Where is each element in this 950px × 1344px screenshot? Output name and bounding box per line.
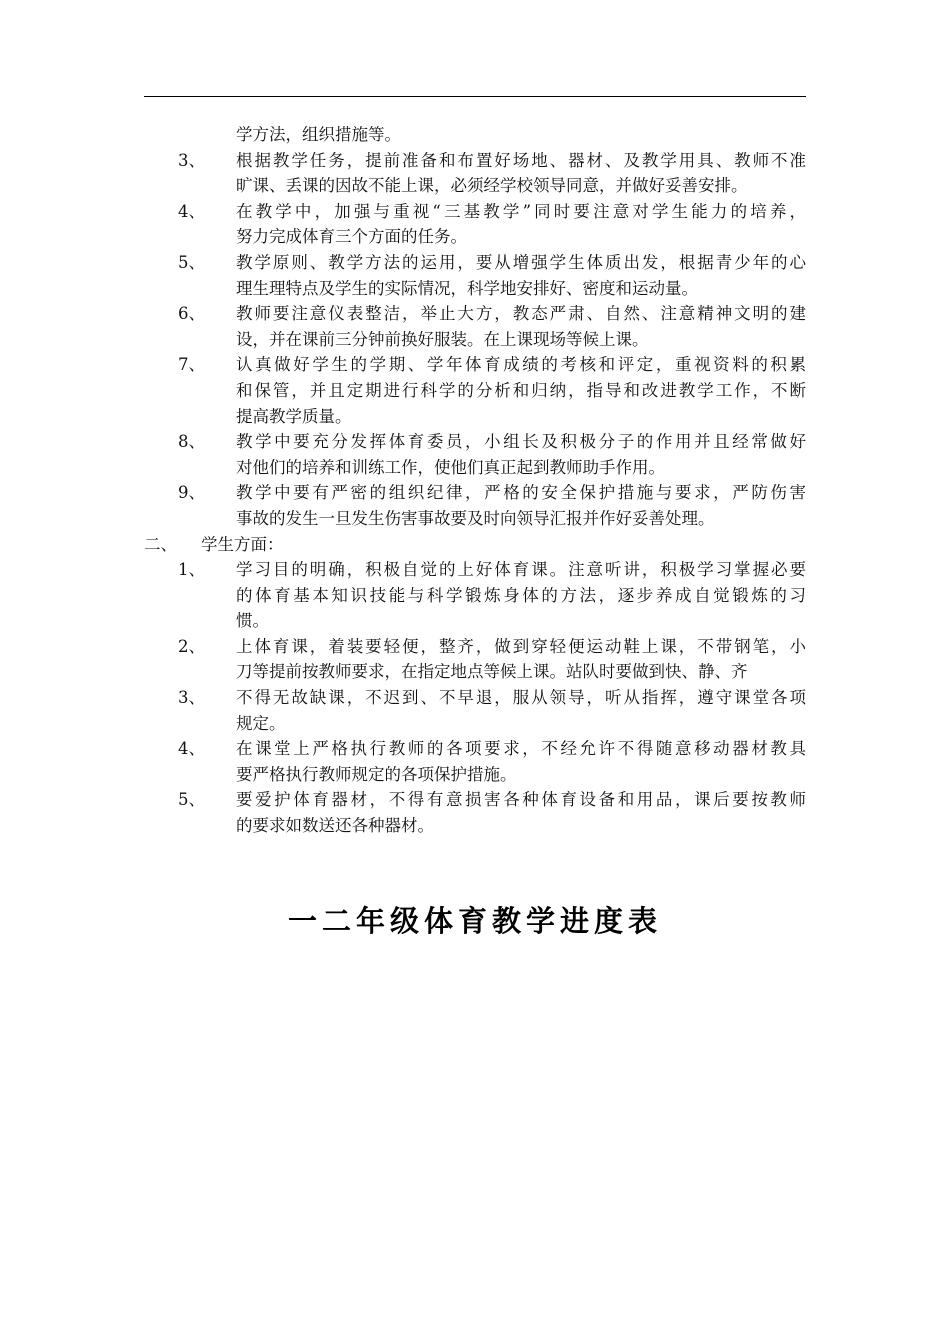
item-number: 3、 [178,150,205,170]
item-text-line: 和保管，并且定期进行科学的分析和归纳，指导和改进教学工作，不断 [236,380,806,400]
list-item [0,148,950,199]
list-item [0,301,950,352]
item-text-line: 理生理特点及学生的实际情况，科学地安排好、密度和运动量。 [236,278,698,298]
item-text-line: 设，并在课前三分钟前换好服装。在上课现场等候上课。 [236,329,649,349]
section-number: 二、 [144,534,177,554]
item-text-line: 旷课、丢课的因故不能上课，必须经学校领导同意，并做好妥善安排。 [236,176,748,196]
item-text-line: 对他们的培养和训练工作，使他们真正起到教师助手作用。 [236,457,665,477]
item-text-line: 事故的发生一旦发生伤害事故要及时向领导汇报并作好妥善处理。 [236,508,715,528]
list-item [0,199,950,250]
item-text-line: 要严格执行教师规定的各项保护措施。 [236,764,517,784]
item-number: 4、 [178,201,205,221]
section-heading-students [0,532,950,558]
item-number: 2、 [178,636,205,656]
item-number: 1、 [178,560,205,580]
item-number: 4、 [178,739,205,759]
item-text-line: 学习目的明确，积极自觉的上好体育课。注意听讲，积极学习掌握必要 [236,560,806,580]
item-text-line: 教学中要充分发挥体育委员，小组长及积极分子的作用并且经常做好 [236,432,806,452]
item-number: 6、 [178,304,205,324]
item-text-line: 在教学中，加强与重视“三基教学”同时要注意对学生能力的培养， [236,201,806,221]
list-item [0,352,950,429]
section-title: 学生方面： [201,534,284,554]
item-text-line: 提高教学质量。 [236,406,352,426]
item-text-line: 的要求如数送还各种器材。 [236,816,434,836]
header-rule [144,96,806,97]
item-text-line: 不得无故缺课，不迟到、不早退，服从领导，听从指挥，遵守课堂各项 [236,688,806,708]
list-item [0,736,950,787]
item-text-line: 教学中要有严密的组织纪律，严格的安全保护措施与要求，严防伤害 [236,483,806,503]
list-item [0,787,950,838]
item-number: 7、 [178,355,205,375]
list-item [0,250,950,301]
document-body [0,122,950,839]
item-text-line: 上体育课，着装要轻便，整齐，做到穿轻便运动鞋上课，不带钢笔，小 [236,636,806,656]
item-number: 9、 [178,483,205,503]
list-item [0,429,950,480]
item-text-line: 学方法，组织措施等。 [236,125,401,144]
item-text-line: 认真做好学生的学期、学年体育成绩的考核和评定，重视资料的积累 [236,355,806,375]
item-text-line: 教学原则、教学方法的运用，要从增强学生体质出发，根据青少年的心 [236,252,806,272]
item-text-line: 惯。 [236,611,269,631]
list-item [0,122,950,148]
student-requirements-list [0,557,950,839]
item-number: 8、 [178,432,205,452]
item-text-line: 努力完成体育三个方面的任务。 [236,227,467,247]
list-item [0,634,950,685]
item-number: 3、 [178,688,205,708]
item-text-line: 刀等提前按教师要求，在指定地点等候上课。站队时要做到快、静、齐 [236,662,748,682]
list-item [0,557,950,634]
schedule-title: 一二年级体育教学进度表 [287,904,662,938]
list-item [0,685,950,736]
item-text-line: 规定。 [236,713,286,733]
item-text-line: 的体育基本知识技能与科学锻炼身体的方法，逐步养成自觉锻炼的习 [236,585,806,605]
item-text-line: 在课堂上严格执行教师的各项要求，不经允许不得随意移动器材教具 [236,739,806,759]
item-text-line: 教师要注意仪表整洁，举止大方，教态严肃、自然、注意精神文明的建 [236,304,806,324]
item-number: 5、 [178,252,205,272]
list-item [0,480,950,531]
item-text-line: 根据教学任务，提前准备和布置好场地、器材、及教学用具、教师不准 [236,150,806,170]
item-text-line: 要爱护体育器材，不得有意损害各种体育设备和用品，课后要按教师 [236,790,806,810]
item-number: 5、 [178,790,205,810]
teacher-requirements-list [0,122,950,532]
